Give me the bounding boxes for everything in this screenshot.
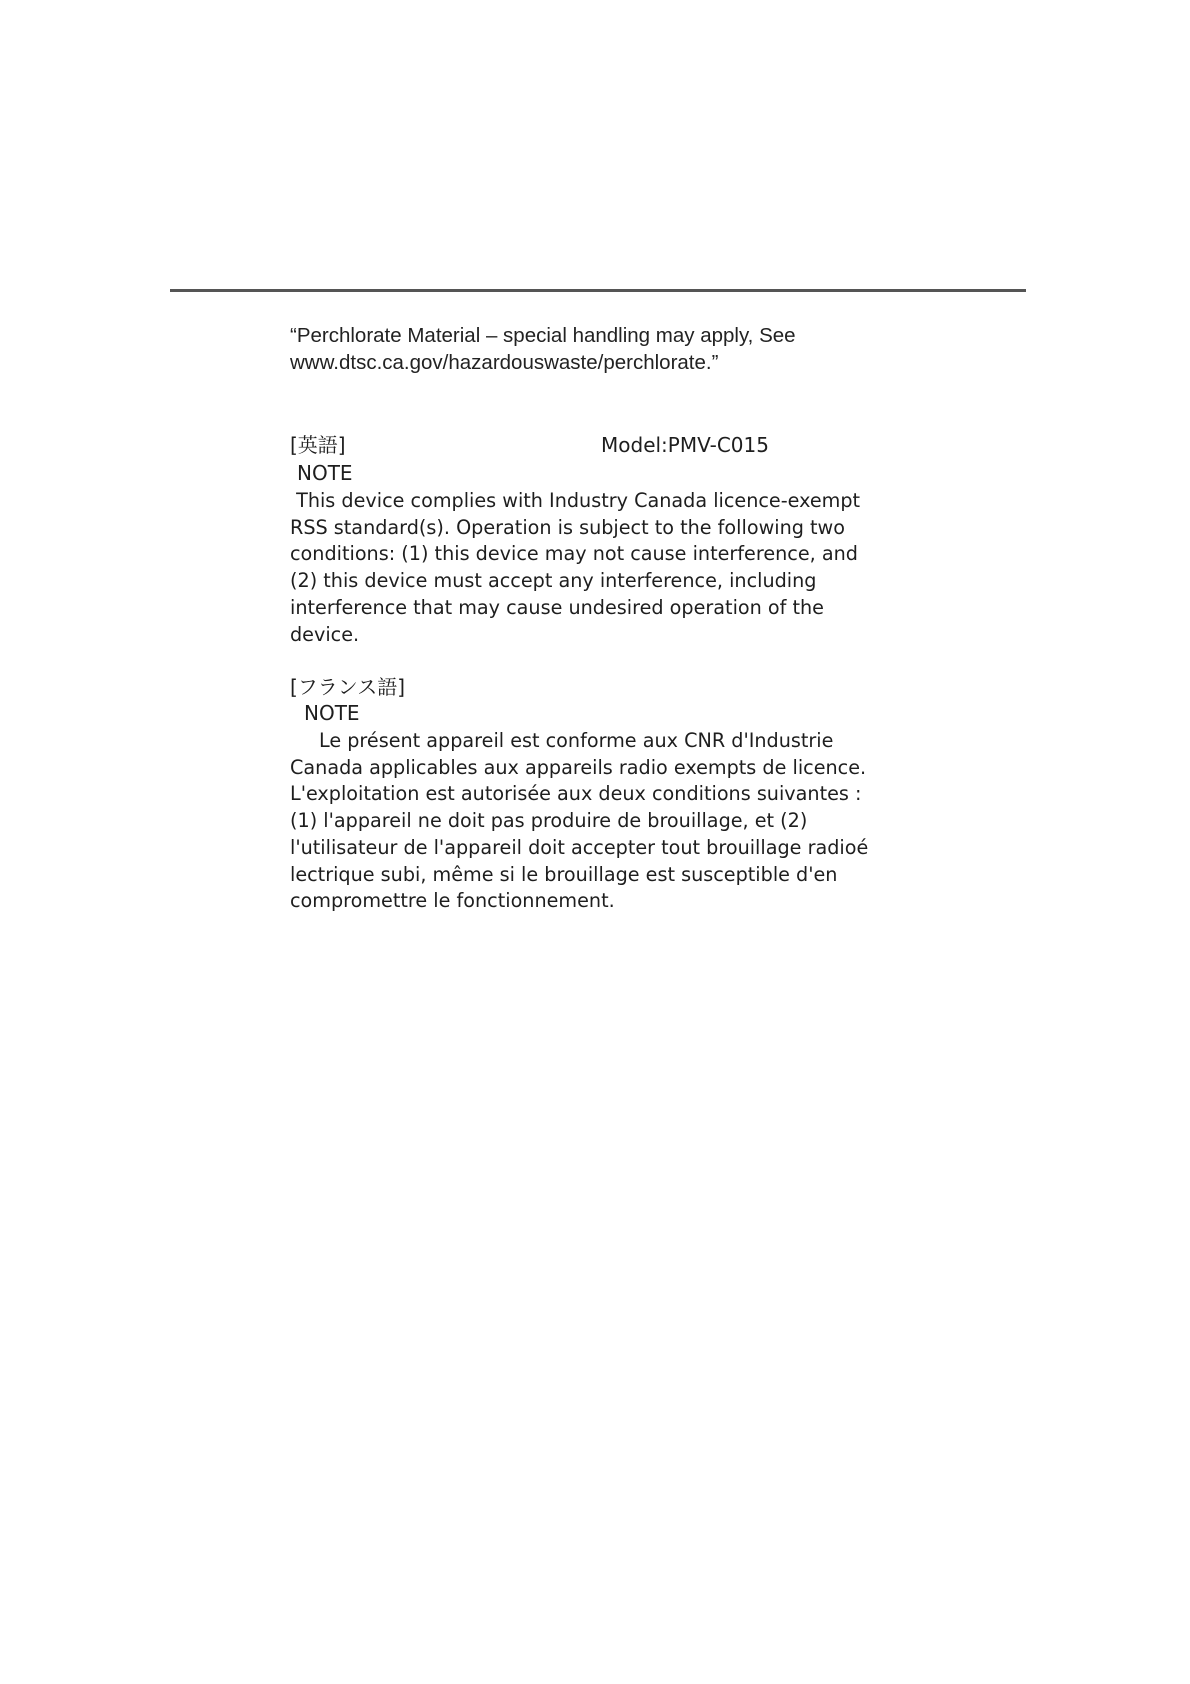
french-note-label: NOTE — [304, 701, 360, 725]
perchlorate-line: “Perchlorate Material – special handling may apply, See — [290, 324, 796, 347]
english-line: interference that may cause undesired operation of the — [290, 595, 824, 619]
french-line: l'utilisateur de l'appareil doit accepter tout brouillage radioé — [290, 835, 869, 859]
french-notice-text — [290, 728, 910, 915]
english-line: conditions: (1) this device may not cause interference, and — [290, 542, 858, 566]
french-line: compromettre le fonctionnement. — [290, 889, 615, 913]
french-language-heading: [フランス語] — [290, 675, 406, 699]
english-heading-row — [290, 430, 890, 460]
english-notice-text — [290, 488, 910, 648]
french-line: Le présent appareil est conforme aux CNR d'Industrie — [319, 729, 834, 752]
english-line: device. — [290, 622, 360, 646]
english-language-heading: [英語] — [290, 433, 346, 457]
french-line: L'exploitation est autorisée aux deux conditions suivantes : — [290, 782, 862, 806]
french-line: (1) l'appareil ne doit pas produire de brouillage, et (2) — [290, 809, 808, 833]
english-line: This device complies with Industry Canada licence-exempt — [290, 489, 861, 512]
perchlorate-line: www.dtsc.ca.gov/hazardouswaste/perchlorate.” — [290, 351, 719, 374]
model-number: Model:PMV-C015 — [601, 433, 769, 457]
french-line: lectrique subi, même si le brouillage est susceptible d'en — [290, 862, 838, 886]
perchlorate-notice — [290, 322, 910, 376]
french-heading-row — [290, 672, 890, 702]
top-divider — [170, 289, 1026, 292]
english-line: RSS standard(s). Operation is subject to the following two — [290, 515, 845, 539]
french-line: Canada applicables aux appareils radio exempts de licence. — [290, 755, 867, 779]
english-line: (2) this device must accept any interference, including — [290, 569, 817, 593]
english-note-label: NOTE — [297, 461, 353, 485]
